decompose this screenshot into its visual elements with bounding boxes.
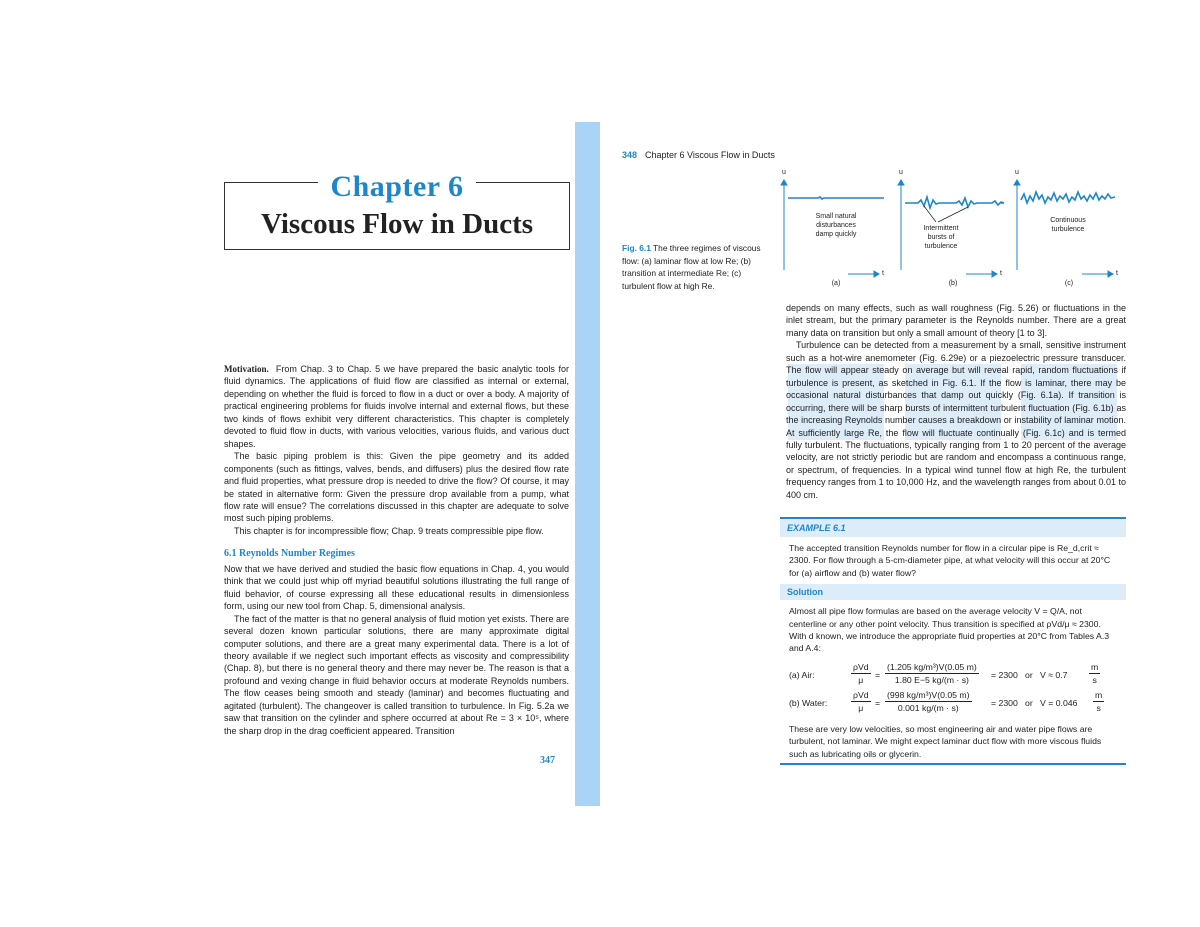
- figure-caption-text: The three regimes of viscous flow: (a) laminar flow at low Re; (b) transition at intermediate Re; (c) turbulent flow at high Re.: [622, 243, 761, 291]
- solution-text: Almost all pipe flow formulas are based on the average velocity V = Q/A, not centerline or any other point velocity. Thus transition is specified at ρVd/μ ≈ 2300. With d known, we introduce the appropriate fluid properties at 20°C from Tables A.3 and A.4:: [789, 606, 1110, 654]
- equation-water: [789, 689, 1117, 715]
- equation-air: [789, 661, 1117, 687]
- solution-heading: Solution: [780, 584, 1126, 600]
- frac-denominator: s: [1096, 703, 1101, 714]
- motivation-lead: Motivation.: [224, 364, 269, 374]
- frac-denominator: μ: [858, 703, 864, 714]
- equals-sign: =: [875, 669, 881, 680]
- page-spine: [575, 122, 600, 806]
- frac-numerator: (998 kg/m³)V(0.05 m): [885, 689, 972, 702]
- section-heading: 6.1 Reynolds Number Regimes: [224, 548, 355, 560]
- u-arrow-b: [898, 180, 904, 185]
- equation-lhs: [851, 661, 871, 687]
- laminar-trace: [788, 197, 884, 199]
- frac-numerator: ρVd: [851, 661, 871, 674]
- paragraph: depends on many effects, such as wall roughness (Fig. 5.26) or fluctuations in the inlet stream, but the primary parameter is the Reynolds number. There are a great many data on transition but only a small amount of theory [1 to 3].: [786, 303, 1126, 338]
- motivation-text: From Chap. 3 to Chap. 5 we have prepared the basic analytic tools for fluid dynamics. The applications of fluid flow are classified as internal or external, depending on whether the fluid is forced to flow in a duct or over a body. A majority of practical engineering problems for fluids involve internal and external flows, but these two kinds of flows exhibit very different characteristics. This chapter is completely devoted to fluid flow in ducts, with various velocities, various fluids, and various duct shapes.: [224, 364, 569, 449]
- axis-label-u: u: [782, 169, 786, 176]
- frac-denominator: s: [1092, 675, 1097, 686]
- header-page-number: 348: [622, 150, 638, 160]
- frac-numerator: ρVd: [851, 689, 871, 702]
- equation-label: (a) Air:: [789, 669, 815, 680]
- right-body: [786, 302, 1126, 501]
- equals-sign: =: [875, 697, 881, 708]
- equation-result: = 2300 or V = 0.046: [991, 697, 1078, 708]
- panel-a-text: Small natural disturbances damp quickly: [815, 213, 857, 238]
- subfigure-label-c: (c): [1064, 280, 1074, 287]
- axis-label-t: t: [1000, 270, 1002, 277]
- equation-fraction: [885, 689, 972, 715]
- transition-trace: [905, 197, 1004, 208]
- chapter-label-wrap: [224, 170, 570, 204]
- running-header: [622, 150, 775, 160]
- equation-unit: [1089, 661, 1100, 687]
- subfigure-label-a: (a): [831, 280, 841, 287]
- header-title: Chapter 6 Viscous Flow in Ducts: [645, 150, 775, 160]
- frac-denominator: 0.001 kg/(m · s): [897, 703, 959, 714]
- frac-numerator: (1.205 kg/m³)V(0.05 m): [885, 661, 979, 674]
- panel-b-text: Intermittent bursts of turbulence: [923, 225, 959, 250]
- u-arrow-a: [781, 180, 787, 185]
- pointer-line: [938, 207, 968, 222]
- paragraph: The fact of the matter is that no general analysis of fluid motion yet exists. There are several dozen known particular solutions, there are many approximate digital computer solutions, and there are a great many experimental data. There is a lot of theory available if we neglect such important effects as viscosity and compressibility (Chap. 8), but there is no general theory and there may never be. The reason is that a profound and vexing change in fluid behavior occurs at moderate Reynolds numbers. The flow ceases being smooth and steady (laminar) and becomes fluctuating and agitated (turbulent). The changeover is called transition to turbulence. In Fig. 5.2a we saw that transition on the cylinder and sphere occurred at about Re = 3 × 10⁵, where the sharp drop in the drag coefficient appeared. Transition: [224, 613, 569, 736]
- axis-label-u: u: [1015, 169, 1019, 176]
- chapter-title: Viscous Flow in Ducts: [260, 208, 534, 240]
- paragraph: Turbulence can be detected from a measurement by a small, sensitive instrument such as a hot-wire anemometer (Fig. 6.29e) or a piezoelectric pressure transducer. The flow will appear steady on average but will reveal rapid, random fluctuations if turbulence is present, as sketched in Fig. 6.1. If the flow is laminar, there may be occasional natural disturbances that damp out quickly (Fig. 6.1a). If transition is occurring, there will be sharp bursts of intermittent turbulent fluctuation (Fig. 6.1b) as the increasing Reynolds number causes a breakdown or instability of laminar motion. At sufficiently large Re, the flow will fluctuate continually (Fig. 6.1c) and is termed fully turbulent. The fluctuations, typically ranging from 1 to 20 percent of the average velocity, are not strictly periodic but are random and encompass a continuous range, or spectrum, of frequencies. In a typical wind tunnel flow at high Re, the turbulent frequency ranges from 1 to 10,000 Hz, and the wavelength ranges from about 0.01 to 400 cm.: [786, 340, 1126, 500]
- example-box: [780, 517, 1126, 765]
- equation-label: (b) Water:: [789, 697, 828, 708]
- equation-fraction: [885, 661, 979, 687]
- figure-6-1: [778, 170, 1128, 288]
- paragraph: The basic piping problem is this: Given the pipe geometry and its added components (such as fittings, valves, bends, and diffusers) plus the desired flow rate and fluid properties, what pressure drop is needed to drive the flow? Of course, it may be stated in alternative form: Given the pressure drop available from a pump, what flow rate will ensue? The correlations discussed in this chapter are adequate to solve most such piping problems.: [224, 451, 569, 524]
- frac-numerator: m: [1093, 689, 1104, 702]
- example-heading: EXAMPLE 6.1: [780, 519, 1126, 537]
- subfigure-label-b: (b): [948, 280, 958, 287]
- example-problem: [780, 537, 1126, 584]
- frac-numerator: m: [1089, 661, 1100, 674]
- conclusion-text: These are very low velocities, so most engineering air and water pipe flows are turbulent, not laminar. We might expect laminar duct flow with more viscous fluids such as lubricating oils or glycerin.: [789, 723, 1102, 759]
- page-number: 347: [540, 755, 555, 766]
- paragraph: Now that we have derived and studied the basic flow equations in Chap. 4, you would think that we could just whip off myriad beautiful solutions illustrating the full range of fluid behavior, of course expressing all these educational results in dimensionless form, using our new tool from Chap. 5, dimensional analysis.: [224, 563, 569, 612]
- figure-caption-label: Fig. 6.1: [622, 243, 651, 253]
- paragraph: This chapter is for incompressible flow; Chap. 9 treats compressible pipe flow.: [234, 525, 544, 536]
- chapter-label: Chapter 6: [318, 170, 475, 203]
- equation-unit: [1093, 689, 1104, 715]
- figure-caption: [622, 242, 764, 292]
- left-body: [224, 363, 569, 737]
- frac-denominator: 1.80 E−5 kg/(m · s): [894, 675, 969, 686]
- turbulent-trace: [1021, 192, 1115, 203]
- solution-body: [780, 600, 1126, 765]
- equation-result: = 2300 or V ≈ 0.7: [991, 669, 1068, 680]
- motivation-paragraph: [224, 363, 569, 450]
- axis-label-u: u: [899, 169, 903, 176]
- axis-label-t: t: [882, 270, 884, 277]
- frac-denominator: μ: [858, 675, 864, 686]
- axis-label-t: t: [1116, 270, 1118, 277]
- example-problem-text: The accepted transition Reynolds number for flow in a circular pipe is Re_d,crit ≈ 2300. For flow through a 5-cm-diameter pipe, at what velocity will this occur at 20°C for (a) airflow and (b) water flow?: [789, 543, 1111, 578]
- equation-lhs: [851, 689, 871, 715]
- u-arrow-c: [1014, 180, 1020, 185]
- panel-c-text: Continuous turbulence: [1050, 217, 1086, 233]
